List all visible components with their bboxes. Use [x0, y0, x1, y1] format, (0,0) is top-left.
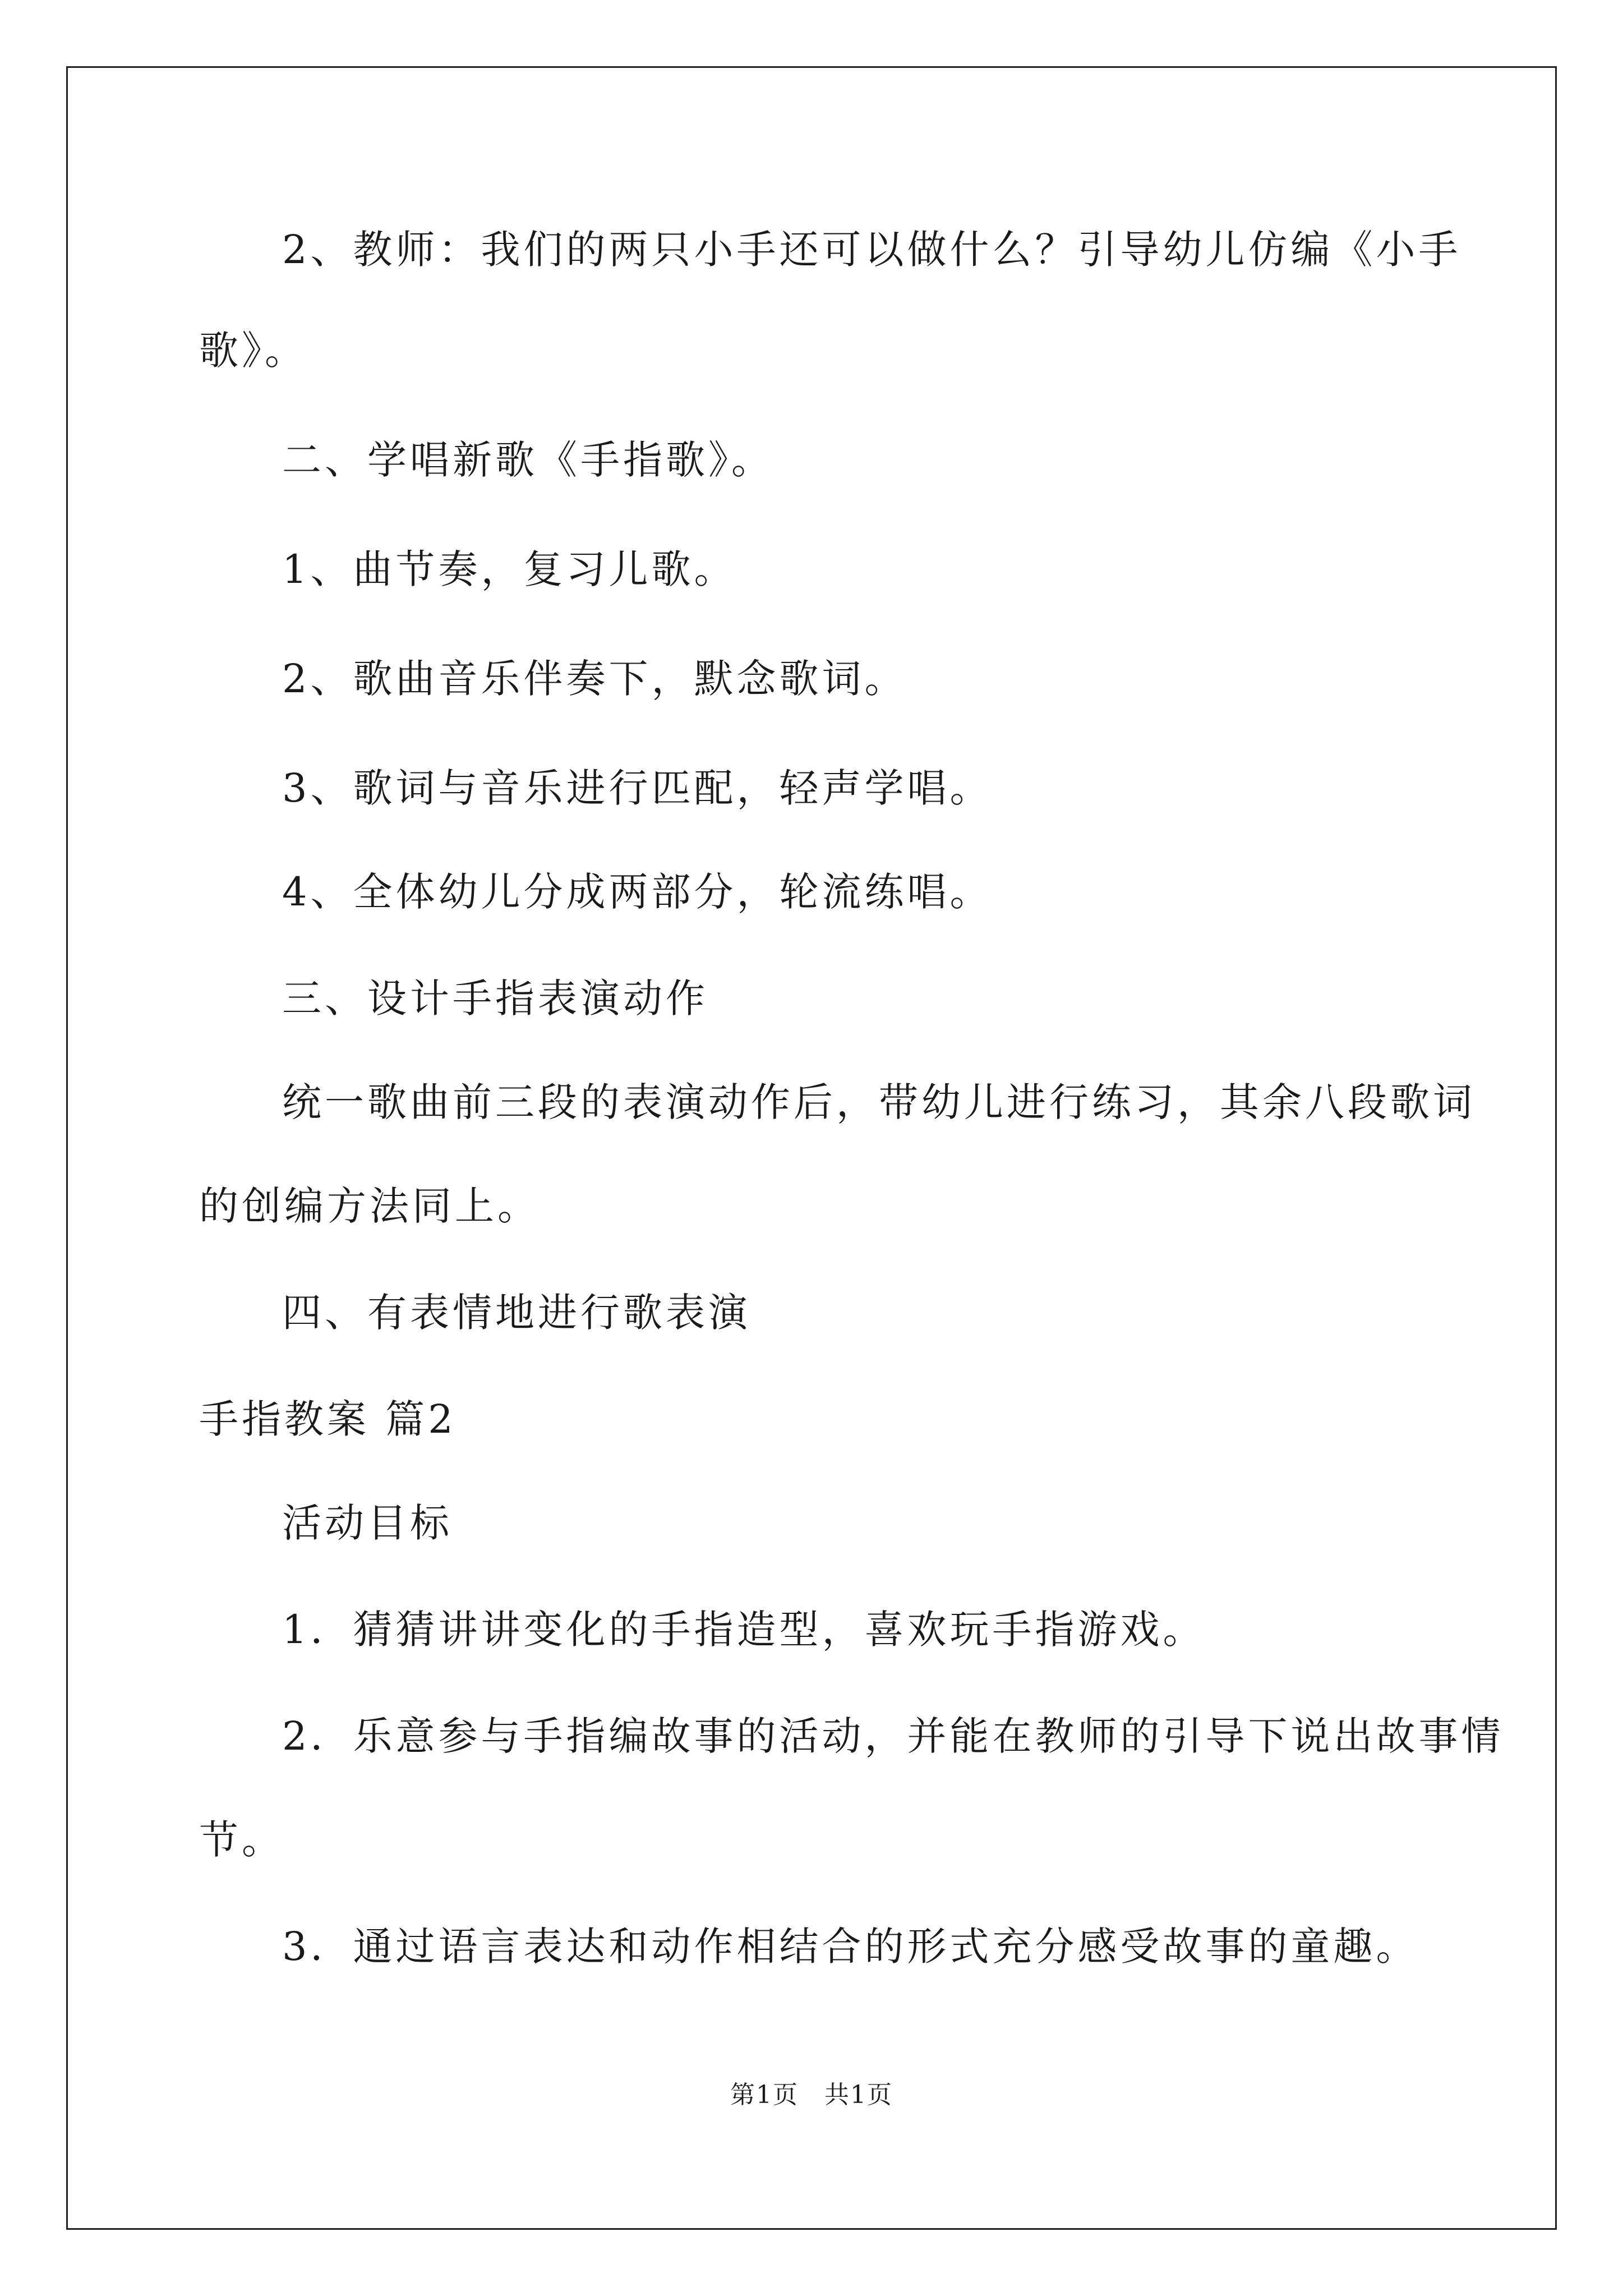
section-heading: 活动目标 [282, 1500, 453, 1546]
section-heading: 二、学唱新歌《手指歌》。 [282, 437, 774, 483]
paragraph-line: 统一歌曲前三段的表演动作后，带幼儿进行练习，其余八段歌词 [282, 1079, 1476, 1125]
section-heading: 三、设计手指表演动作 [282, 976, 708, 1022]
paragraph-line: 1、曲节奏，复习儿歌。 [282, 546, 737, 592]
document-title: 手指教案 篇2 [199, 1396, 457, 1442]
list-item: 2．乐意参与手指编故事的活动，并能在教师的引导下说出故事情 [282, 1713, 1504, 1759]
paragraph-line: 歌》。 [199, 328, 307, 374]
section-heading: 四、有表情地进行歌表演 [282, 1290, 751, 1336]
list-item: 1．猜猜讲讲变化的手指造型，喜欢玩手指游戏。 [282, 1607, 1206, 1653]
paragraph-line: 节。 [199, 1817, 284, 1863]
page-border [66, 66, 1557, 2230]
paragraph-line: 3、歌词与音乐进行匹配，轻声学唱。 [282, 765, 993, 811]
page-footer: 第1页 共1页 [730, 2081, 893, 2109]
paragraph-line: 2、歌曲音乐伴奏下，默念歌词。 [282, 656, 907, 702]
paragraph-line: 的创编方法同上。 [199, 1183, 540, 1229]
paragraph-line: 4、全体幼儿分成两部分，轮流练唱。 [282, 869, 993, 915]
paragraph-line: 2、教师：我们的两只小手还可以做什么？引导幼儿仿编《小手 [282, 227, 1461, 273]
list-item: 3．通过语言表达和动作相结合的形式充分感受故事的童趣。 [282, 1924, 1419, 1970]
